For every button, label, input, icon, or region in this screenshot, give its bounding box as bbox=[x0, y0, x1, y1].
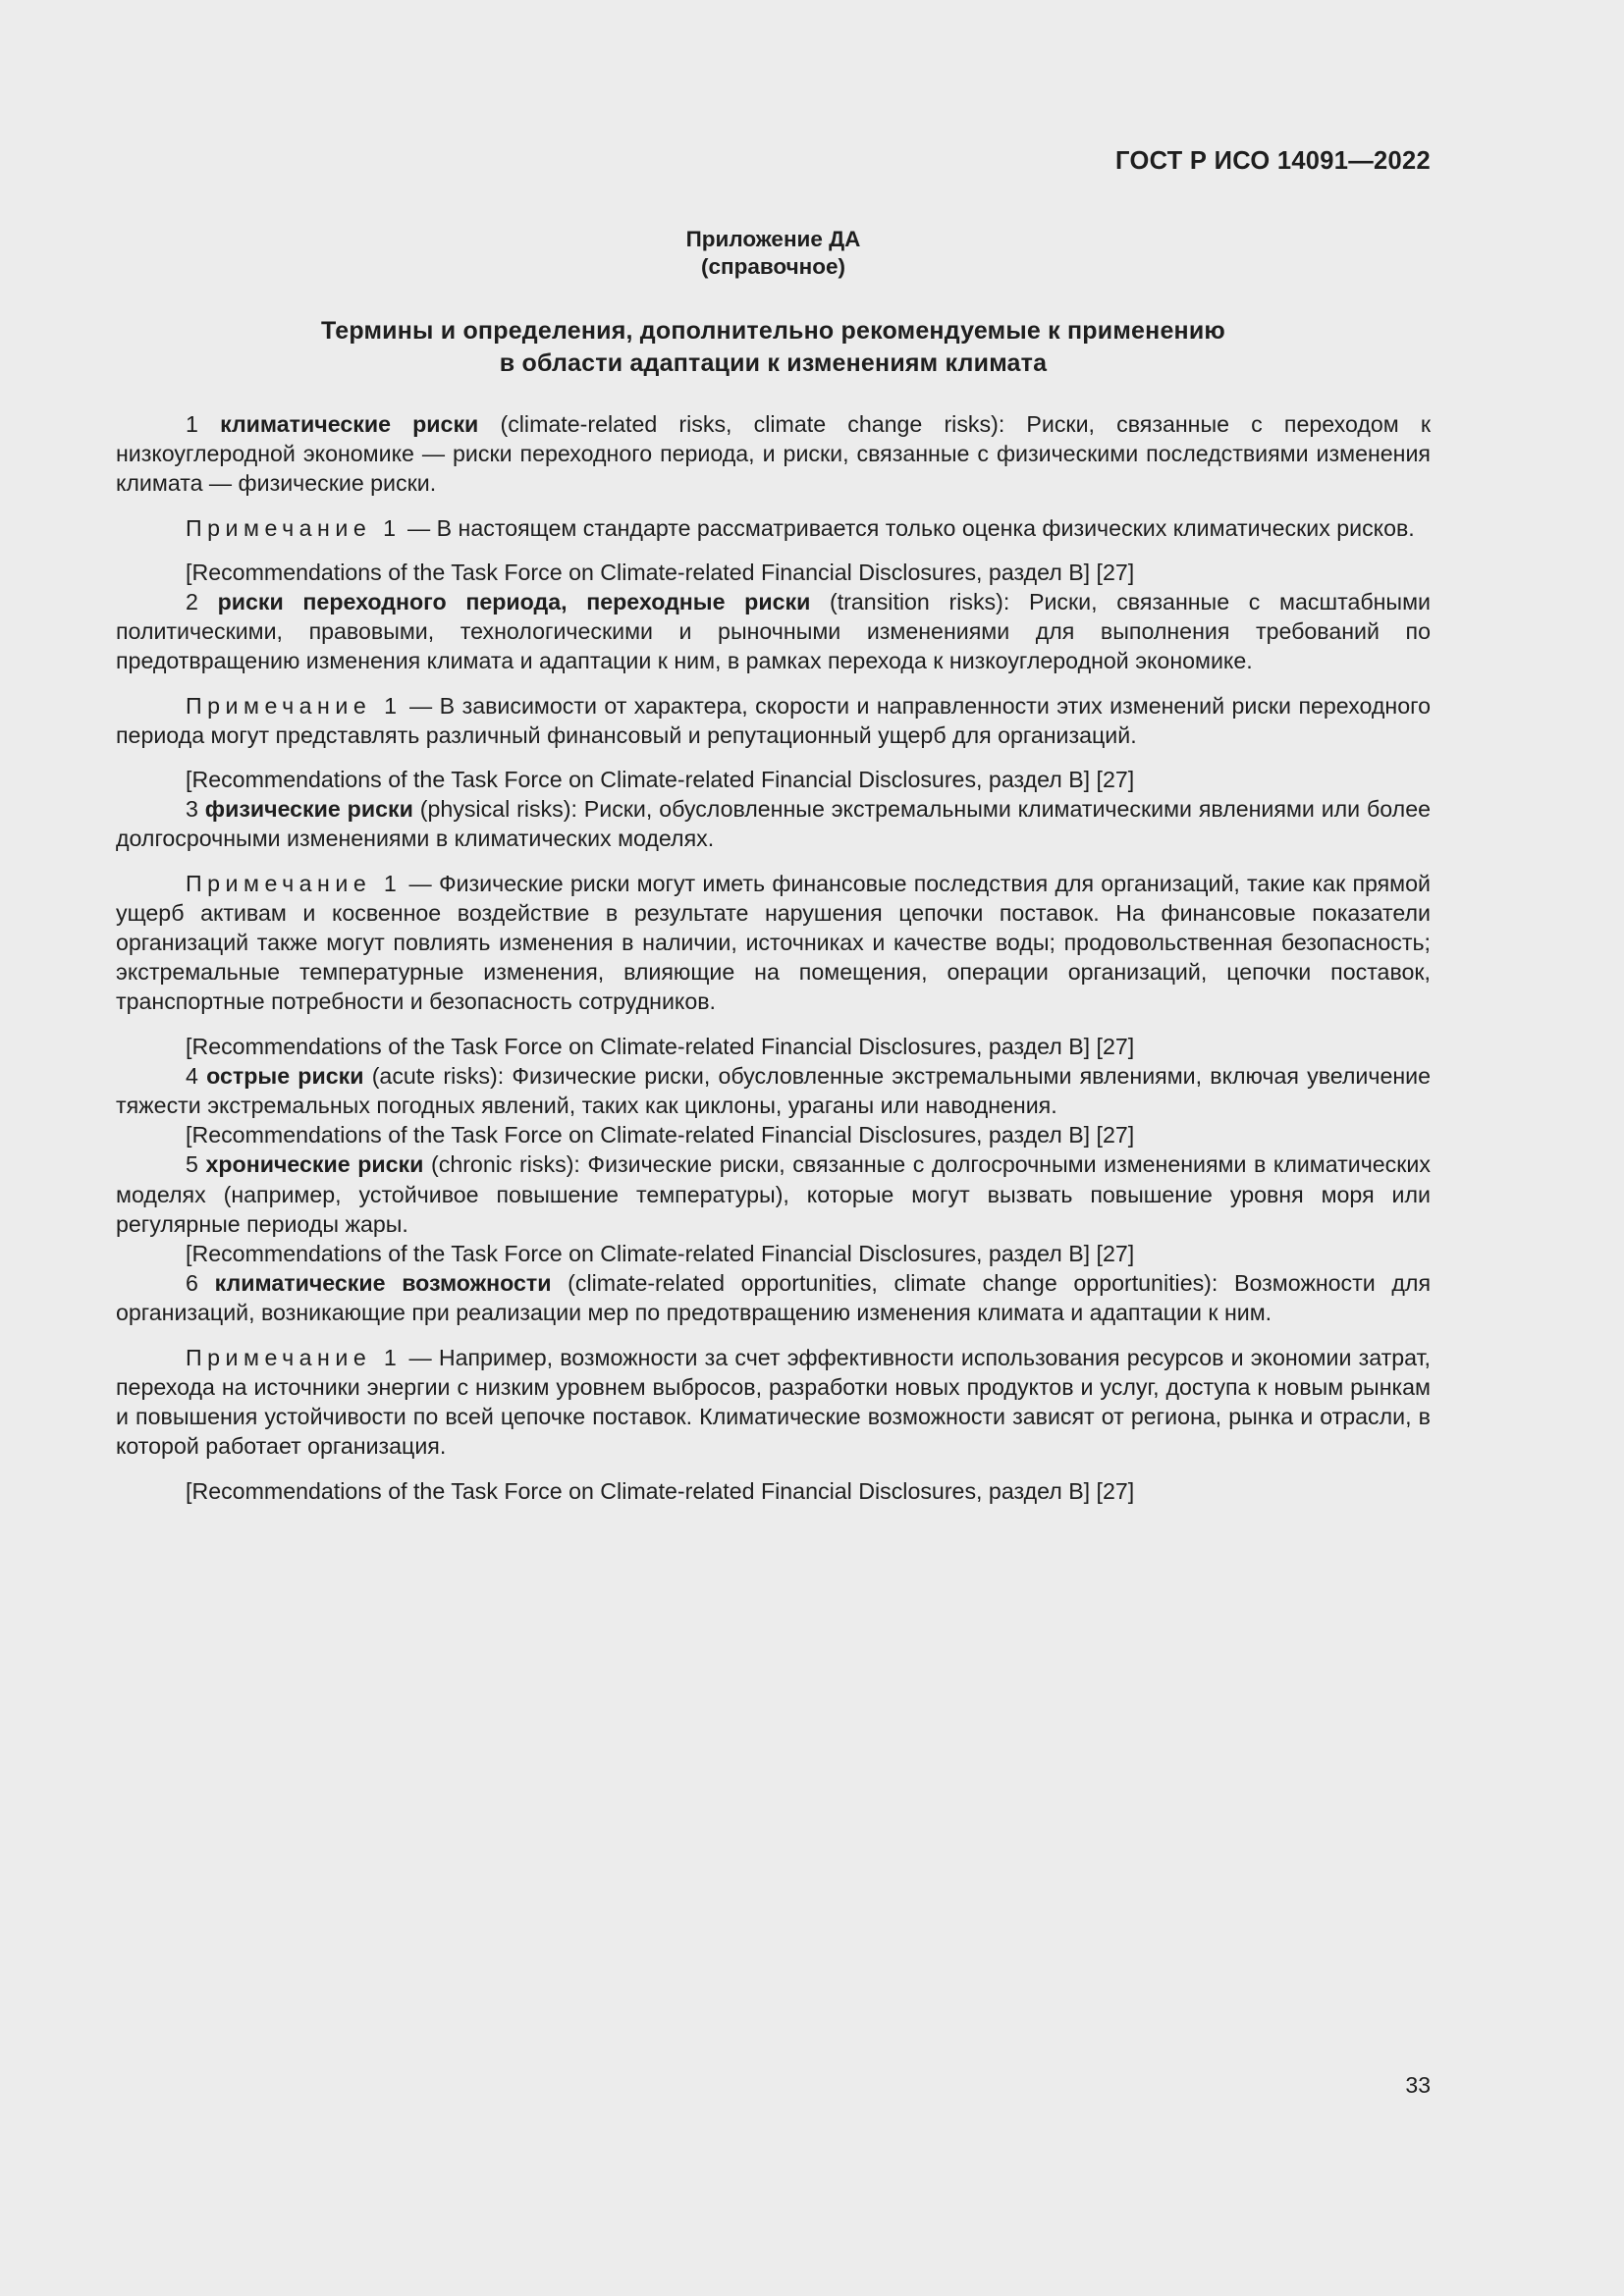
term-number: 4 bbox=[186, 1062, 198, 1089]
term-name: климатические риски bbox=[220, 411, 479, 437]
term-entry-2 bbox=[116, 587, 1431, 676]
note-label: Примечание 1 bbox=[186, 870, 403, 896]
source-reference: [Recommendations of the Task Force on Climate-related Financial Disclosures, раздел В] [27] bbox=[186, 559, 1135, 585]
page-number: 33 bbox=[1405, 2072, 1431, 2098]
term-name: острые риски bbox=[206, 1062, 364, 1089]
source-reference: [Recommendations of the Task Force on Climate-related Financial Disclosures, раздел В] [27] bbox=[186, 1122, 1135, 1148]
term-definition: (climate-related opportunities, climate change opportunities): Возможности для организаций, возникающие при реализации мер по предотвращению изменения климата и адаптации к ним. bbox=[116, 1270, 1432, 1326]
note-label: Примечание 1 bbox=[186, 1344, 403, 1370]
term-name: хронические риски bbox=[205, 1151, 424, 1178]
term-definition: (transition risks): Риски, связанные с масштабными политическими, правовыми, технологическими и рыночными изменениями для выполнения требований по предотвращению изменения климата и адаптации к ним, в рамках перехода к низкоуглеродной экономике. bbox=[116, 589, 1431, 674]
section-title bbox=[116, 315, 1431, 380]
section-title-line1: Термины и определения, дополнительно рекомендуемые к применению bbox=[321, 317, 1225, 345]
note-label: Примечание 1 bbox=[186, 692, 403, 719]
term-name: риски переходного периода, переходные риски bbox=[217, 589, 811, 615]
note-text: — Физические риски могут иметь финансовые последствия для организаций, такие как прямой ущерб активам и косвенное воздействие в результате нарушения цепочки поставок. На финансовые показатели организаций также могут повлиять изменения в наличии, источниках и качестве воды; продовольственная безопасность; экстремальные температурные изменения, влияющие на помещения, операции организаций, цепочки поставок, транспортные потребности и безопасность сотрудников. bbox=[116, 870, 1431, 1015]
term-number: 6 bbox=[186, 1270, 198, 1297]
term-number: 1 bbox=[186, 411, 198, 437]
term-name: физические риски bbox=[204, 796, 413, 823]
note-text: — В зависимости от характера, скорости и направленности этих изменений риски переходного периода могут представлять различный финансовый и репутационный ущерб для организаций. bbox=[116, 692, 1431, 748]
term-number: 5 bbox=[186, 1151, 198, 1178]
annex-heading bbox=[116, 226, 1431, 281]
term-entry-1 bbox=[116, 409, 1431, 499]
terms-body bbox=[116, 409, 1431, 1506]
annex-title: Приложение ДА bbox=[685, 227, 861, 251]
term-entry-5 bbox=[116, 1149, 1431, 1239]
term-number: 3 bbox=[186, 796, 198, 823]
term-note-1 bbox=[116, 513, 1431, 543]
note-label: Примечание 1 bbox=[186, 514, 402, 541]
term-definition: (acute risks): Физические риски, обусловленные экстремальными явлениями, включая увеличение тяжести экстремальных погодных явлений, таких как циклоны, ураганы или наводнения. bbox=[116, 1062, 1432, 1119]
document-code: ГОСТ Р ИСО 14091—2022 bbox=[1115, 147, 1431, 175]
source-reference: [Recommendations of the Task Force on Climate-related Financial Disclosures, раздел В] [27] bbox=[186, 767, 1135, 793]
source-reference: [Recommendations of the Task Force on Climate-related Financial Disclosures, раздел В] [27] bbox=[186, 1033, 1135, 1059]
term-definition: (chronic risks): Физические риски, связанные с долгосрочными изменениями в климатических моделях (например, устойчивое повышение температуры), которые могут вызвать повышение уровня моря или регулярные периоды жары. bbox=[116, 1151, 1431, 1237]
term-entry-6 bbox=[116, 1268, 1431, 1327]
source-reference: [Recommendations of the Task Force on Climate-related Financial Disclosures, раздел В] [27] bbox=[186, 1477, 1135, 1504]
term-note-6 bbox=[116, 1343, 1431, 1462]
term-number: 2 bbox=[186, 589, 198, 615]
term-definition: (climate-related risks, climate change risks): Риски, связанные с переходом к низкоуглеродной экономике — риски переходного периода, и риски, связанные с физическими последствиями изменения климата — физические риски. bbox=[116, 411, 1432, 497]
source-reference: [Recommendations of the Task Force on Climate-related Financial Disclosures, раздел В] [27] bbox=[186, 1241, 1135, 1267]
note-text: — Например, возможности за счет эффективности использования ресурсов и экономии затрат, перехода на источники энергии с низким уровнем выбросов, разработки новых продуктов и услуг, доступа к новым рынкам и повышения устойчивости по всей цепочке поставок. Климатические возможности зависят от региона, рынка и отрасли, в которой работает организация. bbox=[116, 1344, 1431, 1460]
annex-subtitle: (справочное) bbox=[701, 254, 845, 279]
term-note-3 bbox=[116, 869, 1431, 1017]
term-entry-3 bbox=[116, 794, 1431, 853]
section-title-line2: в области адаптации к изменениям климата bbox=[499, 349, 1048, 377]
document-page bbox=[116, 0, 1431, 2296]
term-definition: (physical risks): Риски, обусловленные экстремальными климатическими явлениями или более долгосрочными изменениями в климатических моделях. bbox=[116, 796, 1431, 852]
term-name: климатические возможности bbox=[214, 1270, 552, 1297]
note-text: — В настоящем стандарте рассматривается только оценка физических климатических рисков. bbox=[407, 514, 1415, 541]
term-note-2 bbox=[116, 691, 1431, 750]
term-entry-4 bbox=[116, 1061, 1431, 1120]
